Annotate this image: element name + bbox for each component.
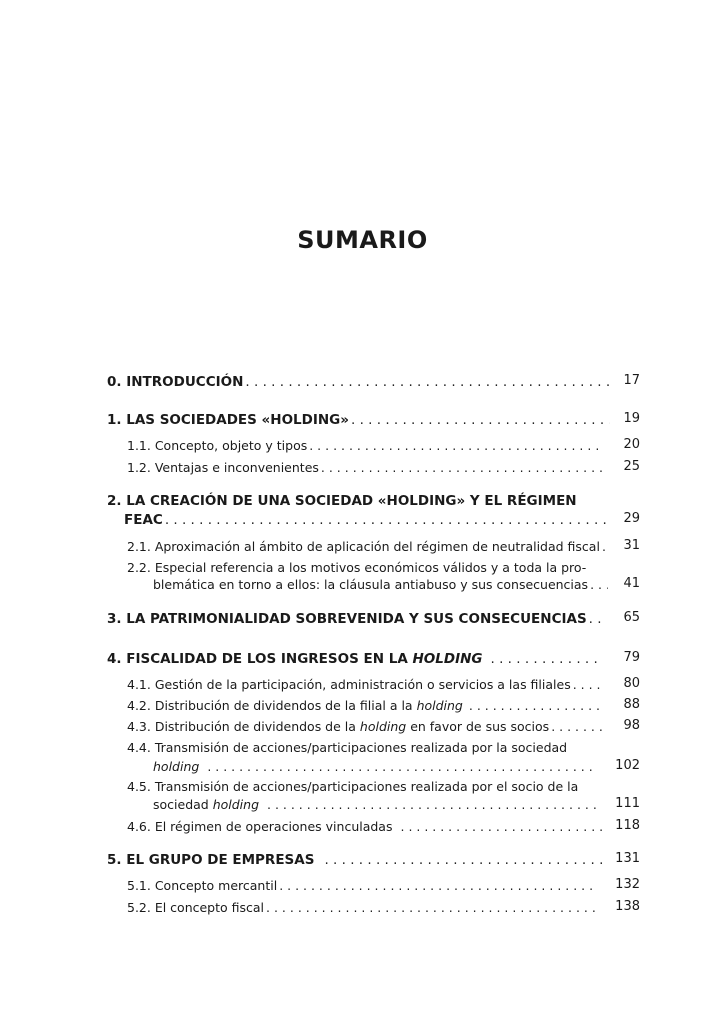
toc-page-number: 131 [615, 851, 640, 866]
toc-page-number: 79 [623, 650, 640, 665]
toc-entry-label: 1. LAS SOCIEDADES «HOLDING» [107, 412, 349, 428]
toc-entry-label: 1.2. Ventajas e inconvenientes [127, 460, 319, 475]
toc-entry-label-line1: 4.5. Transmisión de acciones/participaciones realizada por el socio de la [127, 779, 579, 794]
toc-entry-label-a: 4.2. Distribución de dividendos de la filial a la [127, 698, 417, 713]
toc-entry-label: 2.1. Aproximación al ámbito de aplicación del régimen de neutralidad fiscal [127, 539, 600, 554]
toc-entry-label-line2 [153, 796, 259, 814]
dot-leader [266, 899, 595, 917]
toc-entry-label [127, 718, 549, 736]
toc-entry-label: 0. INTRODUCCIÓN [107, 374, 244, 390]
dot-leader [324, 851, 603, 869]
toc-page-number: 17 [623, 373, 640, 388]
dot-leader [351, 411, 610, 429]
toc-page-number: 20 [623, 437, 640, 452]
toc-page-number: 65 [623, 610, 640, 625]
dot-leader [207, 758, 593, 776]
toc-entry-2-cont[interactable] [124, 511, 612, 529]
toc-page-number: 41 [623, 576, 640, 591]
toc-entry-label-line2: holding [153, 759, 200, 774]
toc-entry-4-2[interactable] [127, 697, 605, 715]
toc-entry-label [127, 697, 463, 715]
toc-page-number: 88 [623, 697, 640, 712]
toc-page-number: 132 [615, 877, 640, 892]
toc-entry-4-4[interactable] [127, 739, 605, 757]
toc-page-number: 98 [623, 718, 640, 733]
toc-page-number: 118 [615, 818, 640, 833]
toc-page-number: 19 [623, 411, 640, 426]
toc-entry-2-1[interactable] [127, 538, 610, 556]
toc-entry-label: 3. LA PATRIMONIALIDAD SOBREVENIDA Y SUS CONSECUENCIAS [107, 611, 587, 627]
toc-entry-5[interactable] [107, 851, 605, 869]
toc-entry-label: 1.1. Concepto, objeto y tipos [127, 438, 308, 453]
toc-entry-label: 5. EL GRUPO DE EMPRESAS [107, 852, 315, 868]
dot-leader [401, 818, 604, 836]
dot-leader [309, 437, 603, 455]
toc-entry-4-5[interactable] [127, 778, 605, 796]
dot-leader [165, 511, 610, 529]
toc-page-number: 31 [623, 538, 640, 553]
toc-entry-4[interactable] [107, 650, 605, 668]
toc-entry-label-line1: 2.2. Especial referencia a los motivos económicos válidos y a toda la pro- [127, 560, 587, 575]
toc-entry-5-1[interactable] [127, 877, 597, 895]
toc-entry-4-4-cont[interactable] [153, 758, 595, 776]
toc-entry-label-italic: holding [212, 797, 260, 812]
dot-leader [321, 459, 603, 477]
toc-entry-4-6[interactable] [127, 818, 605, 836]
toc-entry-label-c: en favor de sus socios [406, 719, 550, 734]
toc-entry-label-italic: holding [416, 698, 463, 713]
toc-entry-label-line1: 4.4. Transmisión de acciones/participaciones realizada por la sociedad [127, 740, 568, 755]
toc-entry-4-1[interactable] [127, 676, 605, 694]
dot-leader [279, 877, 595, 895]
toc-entry-label-a: 4. FISCALIDAD DE LOS INGRESOS EN LA [107, 651, 413, 667]
page-title: SUMARIO [297, 226, 428, 254]
toc-entry-4-3[interactable] [127, 718, 605, 736]
dot-leader [491, 650, 604, 668]
toc-page-number: 111 [615, 796, 640, 811]
toc-entry-4-5-cont[interactable] [153, 796, 603, 814]
dot-leader [267, 796, 601, 814]
toc-page-number: 25 [623, 459, 640, 474]
toc-entry-0[interactable] [107, 373, 612, 391]
toc-entry-label [107, 650, 483, 668]
toc-entry-label-a: 4.3. Distribución de dividendos de la [127, 719, 360, 734]
toc-entry-2-2[interactable] [127, 559, 610, 577]
toc-entry-label: 4.6. El régimen de operaciones vinculadas [127, 819, 393, 834]
toc-entry-3[interactable] [107, 610, 605, 628]
toc-page-number: 29 [623, 511, 640, 526]
toc-entry-2-2-cont[interactable] [153, 576, 610, 594]
toc-entry-1-1[interactable] [127, 437, 605, 455]
toc-entry-label: 5.2. El concepto fiscal [127, 900, 265, 915]
toc-entry-1[interactable] [107, 411, 612, 429]
toc-entry-label-italic: HOLDING [412, 651, 483, 667]
toc-entry-label-line1: 2. LA CREACIÓN DE UNA SOCIEDAD «HOLDING» Y EL RÉGIMEN [107, 493, 577, 509]
toc-entry-label-line2: FEAC [124, 512, 163, 528]
toc-entry-label-a: sociedad [153, 797, 213, 812]
dot-leader [469, 697, 603, 715]
toc-page-number: 138 [615, 899, 640, 914]
toc-entry-5-2[interactable] [127, 899, 597, 917]
toc-page-number: 102 [615, 758, 640, 773]
toc-entry-label: 4.1. Gestión de la participación, administración o servicios a las filiales [127, 677, 571, 692]
toc-page-number: 80 [623, 676, 640, 691]
dot-leader [245, 373, 610, 391]
toc-entry-label-italic: holding [359, 719, 407, 734]
toc-entry-2[interactable] [107, 492, 612, 510]
toc-entry-1-2[interactable] [127, 459, 605, 477]
toc-entry-label: 5.1. Concepto mercantil [127, 878, 278, 893]
toc-entry-label-line2: blemática en torno a ellos: la cláusula antiabuso y sus consecuencias [153, 577, 589, 592]
